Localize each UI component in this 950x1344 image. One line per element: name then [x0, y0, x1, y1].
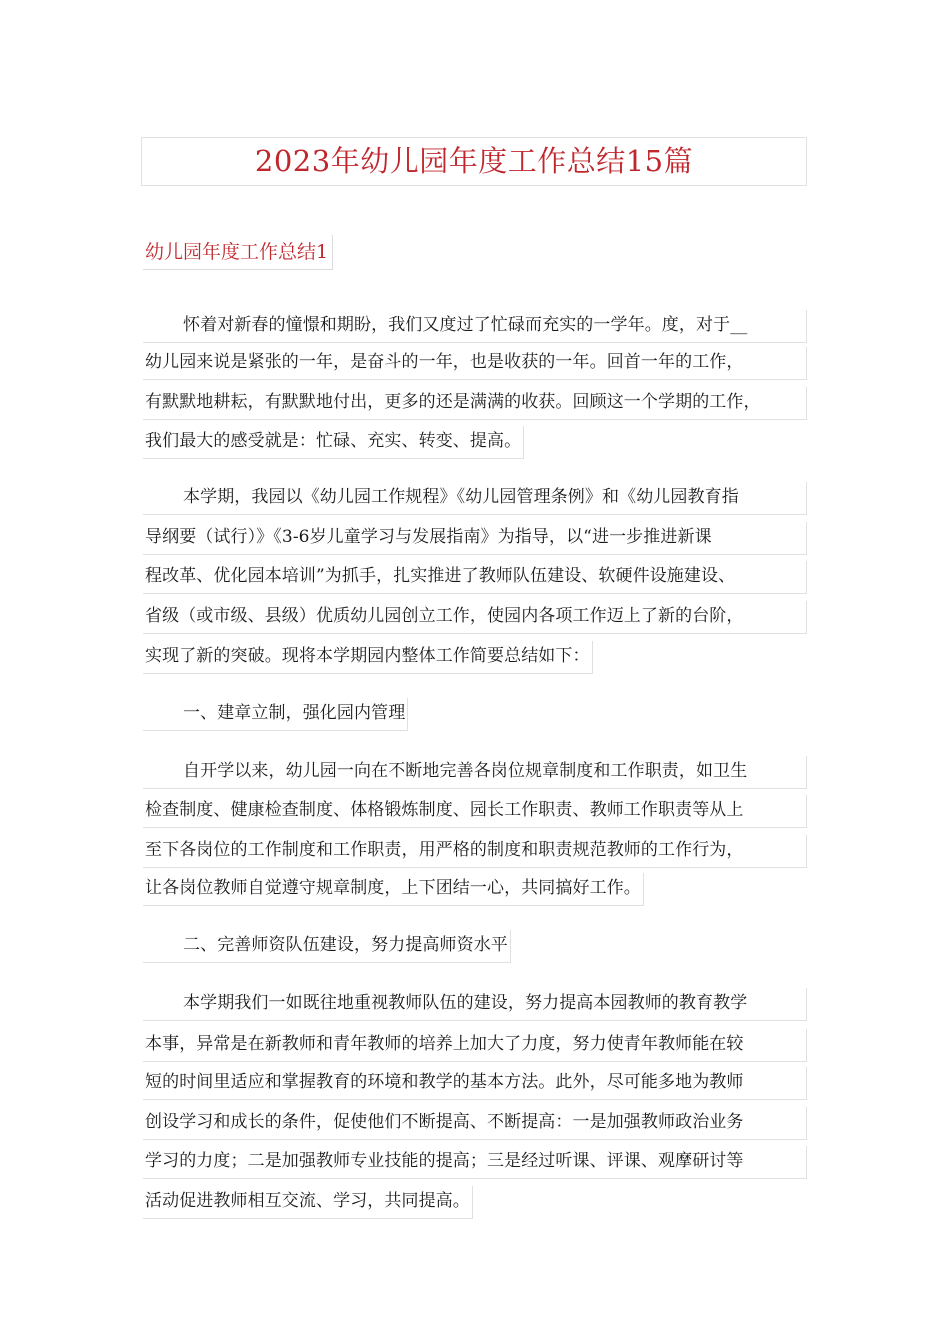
section-heading-2: 二、完善师资队伍建设，努力提高师资水平 — [143, 930, 511, 963]
paragraph-2-line-2: 导纲要（试行）》《3-6岁儿童学习与发展指南》为指导，以“进一步推进新课 — [143, 522, 807, 555]
paragraph-1-line-2: 幼儿园来说是紧张的一年，是奋斗的一年，也是收获的一年。回首一年的工作， — [143, 347, 807, 380]
paragraph-3-line-3: 至下各岗位的工作制度和工作职责，用严格的制度和职责规范教师的工作行为， — [143, 835, 807, 868]
paragraph-2-line-3: 程改革、优化园本培训”为抓手，扎实推进了教师队伍建设、软硬件设施建设、 — [143, 561, 807, 594]
paragraph-1-line-1: 怀着对新春的憧憬和期盼，我们又度过了忙碌而充实的一学年。度，对于__ — [143, 310, 807, 343]
paragraph-4-line-1: 本学期我们一如既往地重视教师队伍的建设，努力提高本园教师的教育教学 — [143, 988, 807, 1021]
paragraph-3-line-4: 让各岗位教师自觉遵守规章制度，上下团结一心，共同搞好工作。 — [143, 873, 644, 906]
paragraph-4-line-5: 学习的力度；二是加强教师专业技能的提高；三是经过听课、评课、观摩研讨等 — [143, 1146, 807, 1179]
paragraph-3-line-1: 自开学以来，幼儿园一向在不断地完善各岗位规章制度和工作职责，如卫生 — [143, 756, 807, 789]
paragraph-2-line-1: 本学期，我园以《幼儿园工作规程》《幼儿园管理条例》和《幼儿园教育指 — [143, 482, 807, 515]
paragraph-4-line-6: 活动促进教师相互交流、学习，共同提高。 — [143, 1186, 473, 1219]
section-subtitle: 幼儿园年度工作总结1 — [143, 235, 333, 270]
document-title: 2023年幼儿园年度工作总结15篇 — [141, 137, 807, 186]
paragraph-3-line-2: 检查制度、健康检查制度、体格锻炼制度、园长工作职责、教师工作职责等从上 — [143, 795, 807, 828]
paragraph-2-line-4: 省级（或市级、县级）优质幼儿园创立工作，使园内各项工作迈上了新的台阶， — [143, 601, 807, 634]
paragraph-2-line-5: 实现了新的突破。现将本学期园内整体工作简要总结如下： — [143, 641, 593, 674]
paragraph-4-line-2: 本事，异常是在新教师和青年教师的培养上加大了力度，努力使青年教师能在较 — [143, 1029, 807, 1062]
paragraph-1-line-4: 我们最大的感受就是：忙碌、充实、转变、提高。 — [143, 426, 524, 459]
section-heading-1: 一、建章立制，强化园内管理 — [143, 698, 408, 731]
paragraph-1-line-3: 有默默地耕耘，有默默地付出，更多的还是满满的收获。回顾这一个学期的工作， — [143, 387, 807, 420]
paragraph-4-line-3: 短的时间里适应和掌握教育的环境和教学的基本方法。此外，尽可能多地为教师 — [143, 1067, 807, 1100]
paragraph-4-line-4: 创设学习和成长的条件，促使他们不断提高、不断提高：一是加强教师政治业务 — [143, 1107, 807, 1140]
